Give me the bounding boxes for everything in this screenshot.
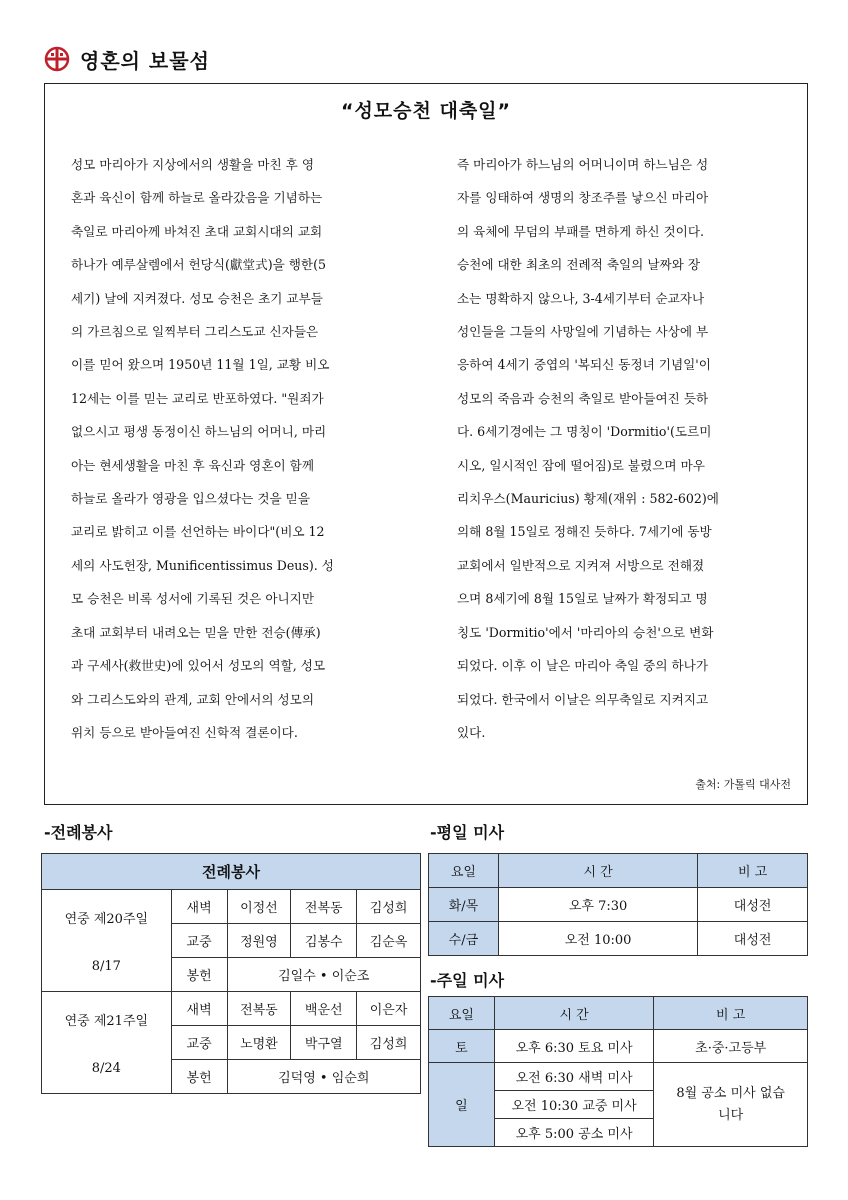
text-line: 교리로 밝히고 이를 선언하는 바이다"(비오 12	[71, 524, 325, 540]
service-section-title: -전례봉사	[44, 823, 113, 842]
role-cell: 교중	[171, 924, 227, 958]
header-cell: 비 고	[654, 997, 808, 1030]
header-title: 영혼의 보물섬	[80, 48, 210, 73]
text-line: 칭도 'Dormitio'에서 '마리아의 승천'으로 변화	[457, 624, 714, 640]
role-cell: 교중	[171, 1026, 227, 1060]
article-left-column	[71, 148, 401, 749]
role-cell: 새벽	[171, 992, 227, 1026]
week-cell	[42, 992, 172, 1094]
name-cell: 백운선	[291, 992, 357, 1026]
note-cell: 8월 공소 미사 없습니다	[654, 1063, 808, 1147]
text-line: 되었다. 이후 이 날은 마리아 축일 중의 하나가	[457, 658, 709, 674]
text-line: 없으시고 평생 동정이신 하느님의 어머니, 마리	[71, 424, 327, 440]
table-row	[429, 922, 808, 956]
name-cell: 전복동	[291, 890, 357, 924]
header-cell: 시 간	[498, 854, 697, 888]
service-table-title: 전례봉사	[42, 854, 421, 890]
name-cell: 이은자	[357, 992, 421, 1026]
text-line: 의해 8월 15일로 정해진 듯하다. 7세기에 동방	[457, 524, 712, 540]
table-row	[429, 1063, 808, 1091]
text-line: 시오, 일시적인 잠에 떨어짐)로 불렸으며 마우	[457, 457, 705, 473]
table-row	[42, 992, 421, 1026]
text-line: 이를 믿어 왔으며 1950년 11월 1일, 교황 비오	[71, 357, 330, 373]
text-line: 하나가 예루살렘에서 헌당식(獻堂式)을 행한(5	[71, 257, 327, 273]
day-cell: 수/금	[429, 922, 499, 956]
table-row	[429, 888, 808, 922]
text-line: 자를 잉태하여 생명의 창조주를 낳으신 마리아	[457, 190, 709, 206]
name-cell: 노명환	[227, 1026, 291, 1060]
sunday-mass-table	[428, 996, 808, 1147]
time-cell: 오후 7:30	[498, 888, 697, 922]
name-cell: 전복동	[227, 992, 291, 1026]
service-table	[41, 853, 421, 1094]
role-cell: 봉헌	[171, 1060, 227, 1094]
page-header	[44, 44, 210, 74]
text-line: 의 육체에 무덤의 부패를 면하게 하신 것이다.	[457, 223, 705, 239]
note-cell: 대성전	[698, 922, 808, 956]
text-line: 혼과 육신이 함께 하늘로 올라갔음을 기념하는	[71, 190, 323, 206]
weekday-mass-table	[428, 853, 808, 956]
time-cell: 오후 5:00 공소 미사	[494, 1119, 654, 1147]
name-cell: 정원영	[227, 924, 291, 958]
text-line: 위치 등으로 받아들여진 신학적 결론이다.	[71, 724, 298, 740]
cross-logo-icon	[44, 46, 70, 72]
text-line: 세의 사도헌장, Munificentissimus Deus). 성	[71, 557, 334, 573]
name-cell: 이정선	[227, 890, 291, 924]
text-line: 소는 명확하지 않으나, 3-4세기부터 순교자나	[457, 290, 705, 306]
header-cell: 시 간	[494, 997, 654, 1030]
text-line: 12세는 이를 믿는 교리로 반포하였다. "원죄가	[71, 390, 324, 406]
week-cell	[42, 890, 172, 992]
role-cell: 새벽	[171, 890, 227, 924]
week-name: 연중 제20주일	[64, 911, 149, 927]
name-cell: 박구열	[291, 1026, 357, 1060]
table-header-row	[429, 854, 808, 888]
text-line: 응하여 4세기 중엽의 '복되신 동정녀 기념일'이	[457, 357, 711, 373]
day-cell: 화/목	[429, 888, 499, 922]
table-header-row	[429, 997, 808, 1030]
table-row	[42, 890, 421, 924]
name-cell: 김봉수	[291, 924, 357, 958]
text-line: 다. 6세기경에는 그 명칭이 'Dormitio'(도르미	[457, 424, 712, 440]
text-line: 성모 마리아가 지상에서의 생활을 마친 후 영	[71, 157, 314, 172]
time-cell: 오전 6:30 새벽 미사	[494, 1063, 654, 1091]
sunday-mass-section-title: -주일 미사	[430, 971, 505, 990]
text-line: 하늘로 올라가 영광을 입으셨다는 것을 믿을	[71, 491, 310, 507]
text-line: 아는 현세생활을 마친 후 육신과 영혼이 함께	[71, 457, 314, 473]
week-name: 연중 제21주일	[64, 1013, 149, 1029]
week-date: 8/17	[91, 958, 121, 974]
text-line: 교회에서 일반적으로 지켜져 서방으로 전해졌	[457, 557, 705, 573]
header-cell: 비 고	[698, 854, 808, 888]
week-date: 8/24	[91, 1060, 121, 1076]
role-cell: 봉헌	[171, 958, 227, 992]
note-cell: 초·중·고등부	[654, 1030, 808, 1063]
time-cell: 오전 10:30 교중 미사	[494, 1091, 654, 1119]
time-cell: 오후 6:30 토요 미사	[494, 1030, 654, 1063]
text-line: 리치우스(Mauricius) 황제(재위 : 582-602)에	[457, 491, 719, 507]
text-line: 성모의 죽음과 승천의 축일로 받아들여진 듯하	[457, 390, 709, 406]
article-source: 출처: 가톨릭 대사전	[695, 778, 791, 791]
day-cell: 토	[429, 1030, 495, 1063]
name-cell: 김성희	[357, 890, 421, 924]
time-cell: 오전 10:00	[498, 922, 697, 956]
text-line: 즉 마리아가 하느님의 어머니이며 하느님은 성	[457, 157, 709, 172]
day-cell: 일	[429, 1063, 495, 1147]
text-line: 승천에 대한 최초의 전례적 축일의 날짜와 장	[457, 257, 700, 273]
text-line: 세기) 날에 지켜졌다. 성모 승천은 초기 교부들	[71, 290, 323, 306]
text-line: 축일로 마리아께 바쳐진 초대 교회시대의 교회	[71, 223, 323, 239]
text-line: 성인들을 그들의 사망일에 기념하는 사상에 부	[457, 324, 709, 340]
name-cell: 김덕영 • 임순희	[227, 1060, 421, 1094]
name-cell: 김일수 • 이순조	[227, 958, 421, 992]
text-line: 의 가르침으로 일찍부터 그리스도교 신자들은	[71, 324, 319, 340]
article-title: “성모승천 대축일”	[340, 100, 512, 122]
text-line: 와 그리스도와의 관계, 교회 안에서의 성모의	[71, 691, 314, 707]
text-line: 과 구세사(救世史)에 있어서 성모의 역할, 성모	[71, 658, 326, 674]
text-line: 으며 8세기에 8월 15일로 날짜가 확정되고 명	[457, 591, 708, 607]
weekday-mass-section-title: -평일 미사	[430, 823, 505, 842]
header-cell: 요일	[429, 997, 495, 1030]
name-cell: 김성희	[357, 1026, 421, 1060]
text-line: 초대 교회부터 내려오는 믿을 만한 전승(傳承)	[71, 624, 321, 640]
name-cell: 김순옥	[357, 924, 421, 958]
note-cell: 대성전	[698, 888, 808, 922]
text-line: 되었다. 한국에서 이날은 의무축일로 지켜지고	[457, 691, 709, 707]
article-right-column	[457, 148, 787, 749]
table-row	[429, 1030, 808, 1063]
article-box	[44, 83, 808, 805]
text-line: 모 승천은 비록 성서에 기록된 것은 아니지만	[71, 591, 314, 607]
header-cell: 요일	[429, 854, 499, 888]
text-line: 있다.	[457, 724, 486, 740]
